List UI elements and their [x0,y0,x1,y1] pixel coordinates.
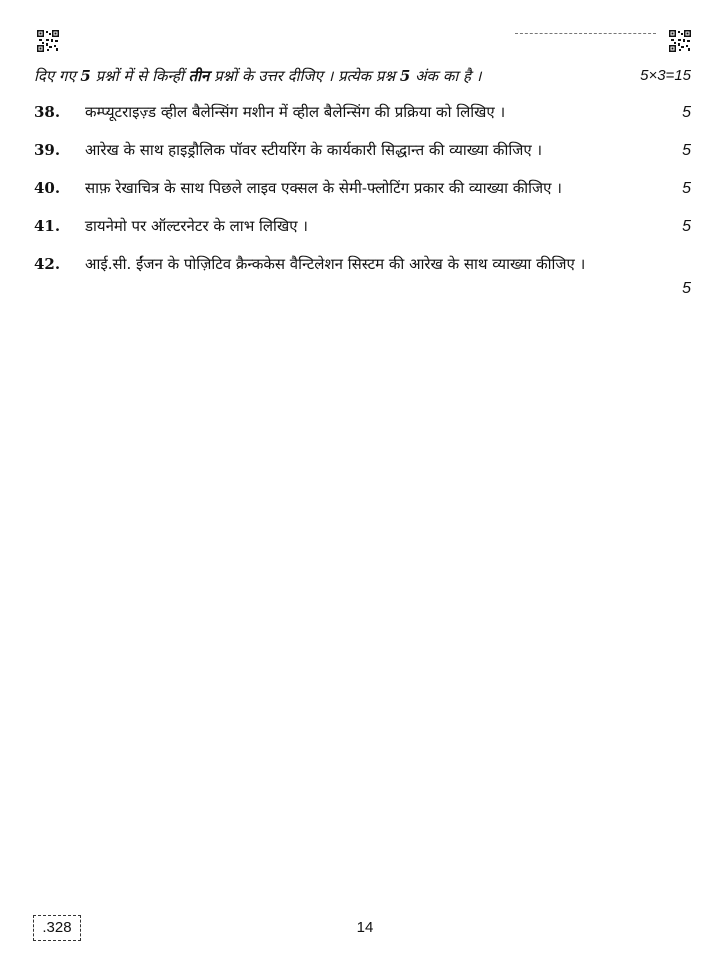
question-text: आई.सी. ईंजन के पोज़िटिव क्रैन्ककेस वैन्टिलेशन सिस्टम की आरेख के साथ व्याख्या कीजिए । [85,255,586,273]
instruction-text: प्रश्नों में से किन्हीं [90,67,189,85]
qr-code-icon [37,30,59,52]
instruction-text: अंक का है । [410,67,482,85]
section-instruction [34,66,691,86]
question-marks: 5 [682,280,691,297]
question-number: 38. [34,103,61,121]
instruction-count-total: 5 [80,67,91,85]
paper-code: .328 [33,915,81,941]
question-38 [34,101,691,124]
question-marks: 5 [682,104,691,121]
top-divider [515,33,656,34]
page-number: 14 [356,919,374,936]
question-number: 39. [34,141,61,159]
qr-code-icon [669,30,691,52]
question-marks: 5 [682,142,691,159]
instruction-text: प्रश्नों के उत्तर दीजिए । प्रत्येक प्रश्न [209,67,400,85]
question-text: डायनेमो पर ऑल्टरनेटर के लाभ लिखिए । [85,217,308,235]
question-number: 40. [34,179,61,197]
question-39 [34,139,691,162]
question-text: कम्प्यूटराइज़्ड व्हील बैलेन्सिंग मशीन में व्हील बैलेन्सिंग की प्रक्रिया को लिखिए । [85,103,506,121]
instruction-count-choose: तीन [188,67,210,85]
question-number: 41. [34,217,61,235]
marks-total: 5×3=15 [640,67,691,84]
question-42 [34,253,691,297]
question-40 [34,177,691,200]
question-text: साफ़ रेखाचित्र के साथ पिछले लाइव एक्सल के सेमी-फ्लोटिंग प्रकार की व्याख्या कीजिए । [85,179,562,197]
question-text: आरेख के साथ हाइड्रौलिक पॉवर स्टीयरिंग के कार्यकारी सिद्धान्त की व्याख्या कीजिए । [85,141,543,159]
instruction-text: दिए गए [34,67,81,85]
instruction-marks-each: 5 [399,67,411,85]
question-marks: 5 [682,218,691,235]
question-41 [34,215,691,238]
question-marks: 5 [682,180,691,197]
question-number: 42. [34,255,61,273]
